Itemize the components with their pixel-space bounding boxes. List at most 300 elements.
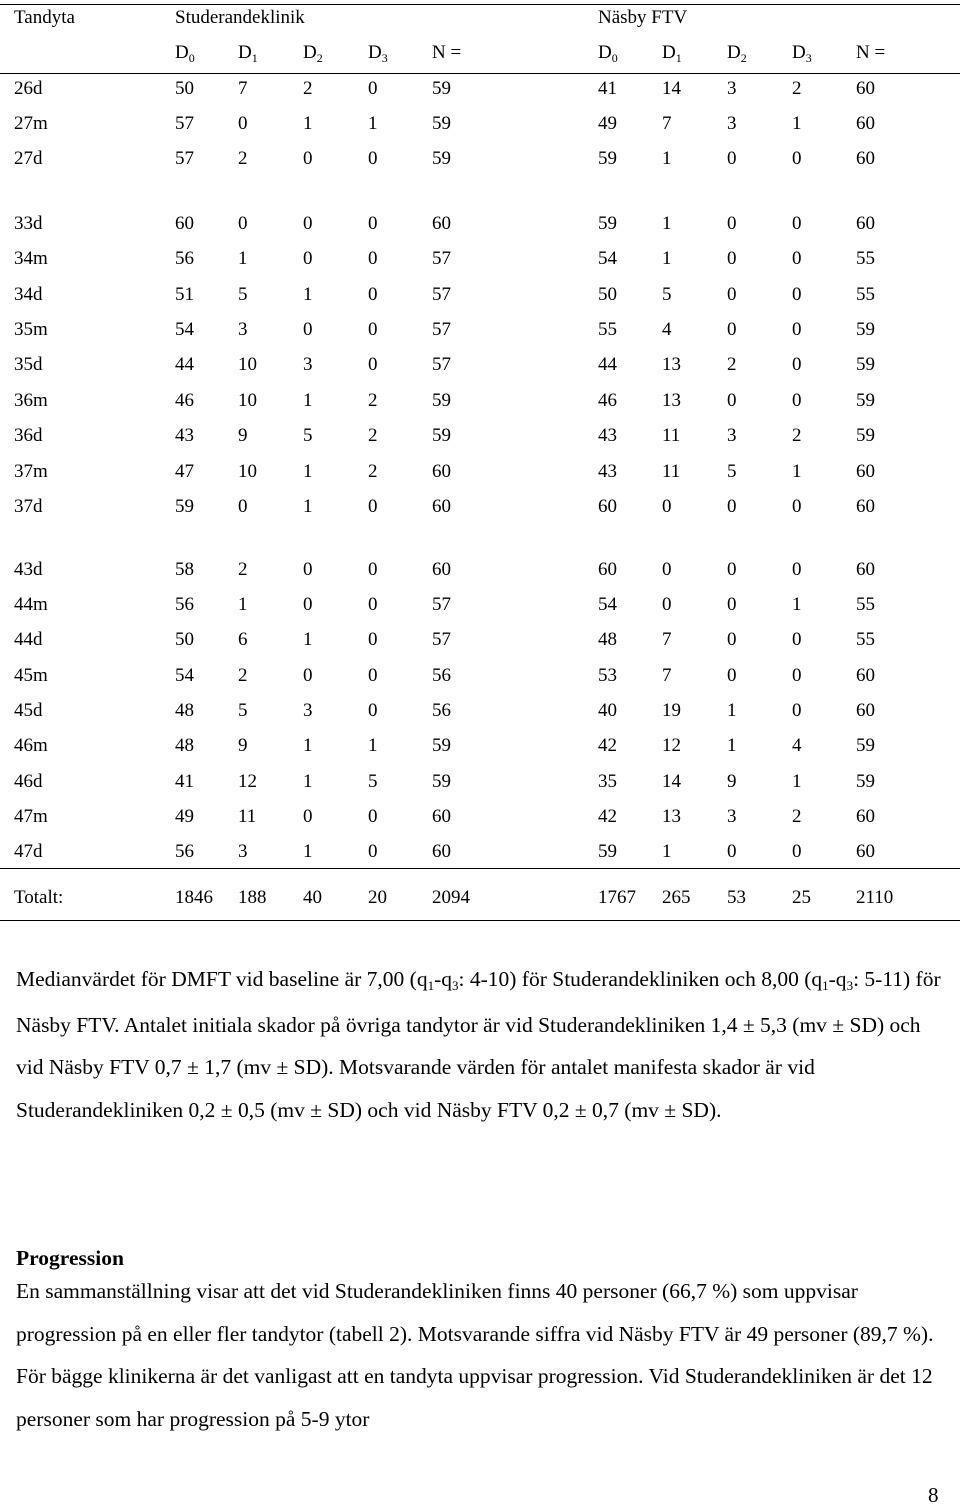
column-header-subscript: 2 xyxy=(740,51,747,65)
table-cell: 2 xyxy=(368,461,378,482)
table-cell: 50 xyxy=(175,78,194,99)
table-cell: 7 xyxy=(662,665,672,686)
table-cell: 0 xyxy=(303,213,313,234)
dmft-median-paragraph: Medianvärdet för DMFT vid baseline är 7,00 (q1-q3: 4-10) för Studerandekliniken och 8,00 (q1-q3: 5-11) för Näsby FTV. Antalet initiala skador på övriga tandytor är vid Studerandekliniken 1,4 ± 5,3 (mv ± SD) och vid Näsby FTV 0,7 ± 1,7 (mv ± SD). Motsvarande värden för antalet manifesta skador är vid Studerandekliniken 0,2 ± 0,5 (mv ± SD) och vid Näsby FTV 0,2 ± 0,7 (mv ± SD). xyxy=(16,967,941,1122)
table-cell: 46 xyxy=(175,390,194,411)
table-cell: 9 xyxy=(238,425,248,446)
table-cell: 0 xyxy=(727,594,737,615)
table-cell: 59 xyxy=(856,425,875,446)
table-cell: 1 xyxy=(303,629,313,650)
table-cell: 49 xyxy=(598,113,617,134)
table-cell: 2 xyxy=(238,665,248,686)
table-cell: 59 xyxy=(432,735,451,756)
table-cell: 0 xyxy=(368,213,378,234)
table-cell: 48 xyxy=(175,700,194,721)
table-cell: 55 xyxy=(856,594,875,615)
table-row xyxy=(0,146,960,172)
table-cell: 40 xyxy=(598,700,617,721)
table-cell: 57 xyxy=(432,248,451,269)
table-cell: 0 xyxy=(727,213,737,234)
table-total-row xyxy=(0,885,960,911)
table-cell: 5 xyxy=(238,700,248,721)
table-row xyxy=(0,111,960,137)
table-cell: 57 xyxy=(175,148,194,169)
table-cell: 0 xyxy=(792,559,802,580)
table-cell: 59 xyxy=(432,148,451,169)
table-cell: 0 xyxy=(727,496,737,517)
table-cell: 0 xyxy=(368,248,378,269)
row-label: 44d xyxy=(14,629,43,650)
table-cell: 42 xyxy=(598,735,617,756)
table-cell: 56 xyxy=(175,841,194,862)
table-cell: 0 xyxy=(368,841,378,862)
column-header-base: D xyxy=(727,42,741,63)
row-label: 46m xyxy=(14,735,48,756)
table-cell: 14 xyxy=(662,78,681,99)
table-cell: 1 xyxy=(303,284,313,305)
table-cell: 50 xyxy=(598,284,617,305)
table-cell: 19 xyxy=(662,700,681,721)
total-cell: 53 xyxy=(727,887,746,908)
column-header xyxy=(175,40,195,67)
table-cell: 60 xyxy=(856,559,875,580)
group-header-nasby: Näsby FTV xyxy=(598,7,688,28)
column-header-base: D xyxy=(792,42,806,63)
table-cell: 47 xyxy=(175,461,194,482)
table-cell: 54 xyxy=(175,319,194,340)
table-cell: 54 xyxy=(175,665,194,686)
row-label: 33d xyxy=(14,213,43,234)
table-cell: 60 xyxy=(432,213,451,234)
table-cell: 4 xyxy=(792,735,802,756)
table-cell: 3 xyxy=(238,841,248,862)
column-header-subscript: 3 xyxy=(381,51,388,65)
row-label: 47m xyxy=(14,806,48,827)
column-header-base: D xyxy=(303,42,317,63)
table-cell: 0 xyxy=(792,148,802,169)
column-header-base: D xyxy=(175,42,189,63)
table-cell: 0 xyxy=(368,594,378,615)
table-cell: 46 xyxy=(598,390,617,411)
table-cell: 0 xyxy=(727,248,737,269)
table-row xyxy=(0,459,960,485)
table-cell: 0 xyxy=(727,319,737,340)
table-cell: 1 xyxy=(303,735,313,756)
table-cell: 57 xyxy=(432,629,451,650)
table-cell: 59 xyxy=(598,213,617,234)
table-cell: 60 xyxy=(432,461,451,482)
table-cell: 0 xyxy=(303,594,313,615)
row-label: 26d xyxy=(14,78,43,99)
table-cell: 57 xyxy=(175,113,194,134)
table-cell: 2 xyxy=(792,806,802,827)
table-row xyxy=(0,494,960,520)
table-cell: 1 xyxy=(303,113,313,134)
table-cell: 14 xyxy=(662,771,681,792)
table-cell: 1 xyxy=(303,390,313,411)
total-cell: 188 xyxy=(238,887,267,908)
table-cell: 59 xyxy=(432,425,451,446)
table-cell: 13 xyxy=(662,354,681,375)
table-cell: 0 xyxy=(368,559,378,580)
table-cell: 1 xyxy=(792,461,802,482)
column-header xyxy=(727,40,747,67)
table-cell: 1 xyxy=(303,841,313,862)
table-cell: 0 xyxy=(238,496,248,517)
table-cell: 60 xyxy=(856,700,875,721)
table-row xyxy=(0,698,960,724)
table-cell: 13 xyxy=(662,806,681,827)
table-cell: 59 xyxy=(175,496,194,517)
row-label: 46d xyxy=(14,771,43,792)
table-rule xyxy=(0,868,960,869)
table-cell: 5 xyxy=(662,284,672,305)
table-cell: 0 xyxy=(238,213,248,234)
table-cell: 0 xyxy=(368,665,378,686)
table-cell: 1 xyxy=(792,113,802,134)
table-cell: 5 xyxy=(238,284,248,305)
table-cell: 7 xyxy=(238,78,248,99)
table-row xyxy=(0,388,960,414)
table-cell: 2 xyxy=(368,390,378,411)
table-cell: 0 xyxy=(303,806,313,827)
table-cell: 56 xyxy=(432,665,451,686)
table-cell: 0 xyxy=(792,354,802,375)
column-header-subscript: 3 xyxy=(805,51,812,65)
total-label: Totalt: xyxy=(14,887,64,908)
column-header-subscript: 0 xyxy=(611,51,618,65)
row-label: 44m xyxy=(14,594,48,615)
table-cell: 1 xyxy=(238,594,248,615)
table-cell: 0 xyxy=(727,629,737,650)
table-cell: 6 xyxy=(238,629,248,650)
table-cell: 51 xyxy=(175,284,194,305)
table-cell: 56 xyxy=(175,248,194,269)
table-cell: 1 xyxy=(368,735,378,756)
table-cell: 1 xyxy=(792,594,802,615)
table-cell: 0 xyxy=(368,806,378,827)
table-cell: 0 xyxy=(303,248,313,269)
column-header-subscript: 0 xyxy=(188,51,195,65)
table-cell: 1 xyxy=(727,735,737,756)
table-row xyxy=(0,627,960,653)
table-cell: 9 xyxy=(727,771,737,792)
row-label: 47d xyxy=(14,841,43,862)
table-cell: 2 xyxy=(238,559,248,580)
table-cell: 1 xyxy=(662,248,672,269)
table-cell: 12 xyxy=(662,735,681,756)
table-cell: 59 xyxy=(432,78,451,99)
table-cell: 60 xyxy=(856,665,875,686)
table-cell: 2 xyxy=(368,425,378,446)
table-cell: 60 xyxy=(856,461,875,482)
row-label: 35m xyxy=(14,319,48,340)
table-cell: 0 xyxy=(368,284,378,305)
table-cell: 2 xyxy=(792,425,802,446)
table-cell: 0 xyxy=(368,629,378,650)
table-cell: 0 xyxy=(727,559,737,580)
column-header xyxy=(238,40,258,67)
total-cell: 25 xyxy=(792,887,811,908)
table-cell: 11 xyxy=(662,425,681,446)
table-cell: 0 xyxy=(727,665,737,686)
table-cell: 43 xyxy=(598,425,617,446)
table-cell: 55 xyxy=(856,248,875,269)
table-cell: 3 xyxy=(303,354,313,375)
table-cell: 5 xyxy=(727,461,737,482)
table-row xyxy=(0,423,960,449)
total-cell: 40 xyxy=(303,887,322,908)
total-cell: 20 xyxy=(368,887,387,908)
table-cell: 59 xyxy=(432,390,451,411)
table-cell: 0 xyxy=(303,665,313,686)
table-cell: 7 xyxy=(662,113,672,134)
total-cell: 2094 xyxy=(432,887,470,908)
table-cell: 0 xyxy=(662,559,672,580)
table-cell: 1 xyxy=(368,113,378,134)
table-cell: 0 xyxy=(792,496,802,517)
table-cell: 0 xyxy=(792,665,802,686)
table-cell: 43 xyxy=(175,425,194,446)
page-number: 8 xyxy=(928,1483,939,1507)
table-cell: 55 xyxy=(856,284,875,305)
total-cell: 1767 xyxy=(598,887,636,908)
table-cell: 59 xyxy=(432,771,451,792)
table-cell: 1 xyxy=(662,841,672,862)
column-header-subscript: 1 xyxy=(251,51,258,65)
table-cell: 3 xyxy=(238,319,248,340)
table-cell: 0 xyxy=(792,284,802,305)
column-header xyxy=(368,40,388,67)
table-cell: 53 xyxy=(598,665,617,686)
row-label: 27m xyxy=(14,113,48,134)
table-cell: 60 xyxy=(175,213,194,234)
column-header-base: D xyxy=(238,42,252,63)
table-cell: 0 xyxy=(662,496,672,517)
row-label: 45d xyxy=(14,700,43,721)
table-cell: 0 xyxy=(303,319,313,340)
table-cell: 4 xyxy=(662,319,672,340)
table-cell: 57 xyxy=(432,594,451,615)
table-row xyxy=(0,733,960,759)
table-cell: 44 xyxy=(175,354,194,375)
row-label: 36m xyxy=(14,390,48,411)
table-rule xyxy=(0,920,960,921)
table-cell: 42 xyxy=(598,806,617,827)
table-cell: 1 xyxy=(662,213,672,234)
table-rule xyxy=(0,73,960,74)
table-cell: 1 xyxy=(662,148,672,169)
table-cell: 60 xyxy=(856,841,875,862)
table-cell: 60 xyxy=(432,841,451,862)
table-cell: 0 xyxy=(792,213,802,234)
table-cell: 60 xyxy=(856,148,875,169)
table-cell: 10 xyxy=(238,390,257,411)
table-row xyxy=(0,663,960,689)
table-cell: 59 xyxy=(598,841,617,862)
table-cell: 0 xyxy=(368,148,378,169)
column-header xyxy=(303,40,323,67)
table-cell: 0 xyxy=(792,841,802,862)
column-header xyxy=(792,40,812,67)
column-header-base: D xyxy=(662,42,676,63)
row-label: 34m xyxy=(14,248,48,269)
table-cell: 60 xyxy=(856,806,875,827)
table-row xyxy=(0,839,960,865)
table-cell: 2 xyxy=(303,78,313,99)
table-cell: 59 xyxy=(598,148,617,169)
table-row xyxy=(0,211,960,237)
table-cell: 60 xyxy=(432,806,451,827)
table-cell: 44 xyxy=(598,354,617,375)
table-cell: 5 xyxy=(368,771,378,792)
column-header xyxy=(598,40,618,67)
total-cell: 1846 xyxy=(175,887,213,908)
table-cell: 0 xyxy=(303,148,313,169)
table-cell: 10 xyxy=(238,354,257,375)
table-row xyxy=(0,352,960,378)
table-cell: 48 xyxy=(598,629,617,650)
row-label: 45m xyxy=(14,665,48,686)
column-header-base: D xyxy=(368,42,382,63)
table-cell: 10 xyxy=(238,461,257,482)
table-cell: 3 xyxy=(727,113,737,134)
table-cell: 1 xyxy=(792,771,802,792)
table-cell: 49 xyxy=(175,806,194,827)
table-cell: 0 xyxy=(662,594,672,615)
table-cell: 60 xyxy=(598,496,617,517)
progression-heading: Progression xyxy=(16,1246,124,1270)
table-cell: 54 xyxy=(598,248,617,269)
table-cell: 2 xyxy=(792,78,802,99)
table-cell: 13 xyxy=(662,390,681,411)
table-cell: 57 xyxy=(432,319,451,340)
table-cell: 60 xyxy=(856,113,875,134)
table-cell: 2 xyxy=(727,354,737,375)
table-cell: 0 xyxy=(368,354,378,375)
table-cell: 56 xyxy=(175,594,194,615)
table-cell: 0 xyxy=(368,78,378,99)
table-cell: 60 xyxy=(432,496,451,517)
table-cell: 59 xyxy=(856,319,875,340)
table-row xyxy=(0,282,960,308)
table-cell: 0 xyxy=(303,559,313,580)
table-cell: 59 xyxy=(856,771,875,792)
row-label: 36d xyxy=(14,425,43,446)
table-cell: 59 xyxy=(856,735,875,756)
table-cell: 12 xyxy=(238,771,257,792)
table-cell: 59 xyxy=(432,113,451,134)
table-cell: 60 xyxy=(432,559,451,580)
table-cell: 43 xyxy=(598,461,617,482)
progression-paragraph: En sammanställning visar att det vid Studerandekliniken finns 40 personer (66,7 %) som uppvisar progression på en eller fler tandytor (tabell 2). Motsvarande siffra vid Näsby FTV är 49 personer (89,7 %). För bägge klinikerna är det vanligast att en tandyta uppvisar progression. Vid Studerandekliniken är det 12 personer som har progression på 5-9 ytor xyxy=(16,1279,934,1431)
table-cell: 54 xyxy=(598,594,617,615)
table-cell: 0 xyxy=(727,841,737,862)
row-label: 35d xyxy=(14,354,43,375)
table-cell: 60 xyxy=(856,213,875,234)
table-cell: 11 xyxy=(662,461,681,482)
table-cell: 1 xyxy=(238,248,248,269)
table-cell: 9 xyxy=(238,735,248,756)
table-cell: 0 xyxy=(238,113,248,134)
table-cell: 7 xyxy=(662,629,672,650)
table-cell: 41 xyxy=(598,78,617,99)
column-header xyxy=(662,40,682,67)
table-row xyxy=(0,76,960,102)
table-row xyxy=(0,557,960,583)
total-cell: 2110 xyxy=(856,887,894,908)
table-cell: 55 xyxy=(598,319,617,340)
table-cell: 1 xyxy=(727,700,737,721)
table-header-column-row xyxy=(0,40,960,66)
table-cell: 60 xyxy=(598,559,617,580)
table-cell: 1 xyxy=(303,771,313,792)
row-label: 34d xyxy=(14,284,43,305)
table-cell: 3 xyxy=(303,700,313,721)
table-cell: 0 xyxy=(792,248,802,269)
table-cell: 0 xyxy=(792,629,802,650)
table-cell: 0 xyxy=(727,390,737,411)
table-cell: 2 xyxy=(238,148,248,169)
table-row xyxy=(0,804,960,830)
table-cell: 58 xyxy=(175,559,194,580)
table-cell: 35 xyxy=(598,771,617,792)
table-cell: 60 xyxy=(856,496,875,517)
table-header-group-row xyxy=(0,5,960,31)
table-cell: 57 xyxy=(432,354,451,375)
group-header-studerandeklinik: Studerandeklinik xyxy=(175,7,305,28)
column-header-base: D xyxy=(598,42,612,63)
row-header-label: Tandyta xyxy=(14,7,75,28)
table-cell: 55 xyxy=(856,629,875,650)
table-cell: 3 xyxy=(727,806,737,827)
table-cell: 56 xyxy=(432,700,451,721)
table-cell: 11 xyxy=(238,806,257,827)
table-cell: 59 xyxy=(856,354,875,375)
row-label: 43d xyxy=(14,559,43,580)
table-cell: 0 xyxy=(727,284,737,305)
column-header-base: N = xyxy=(432,42,462,63)
column-header-subscript: 2 xyxy=(316,51,323,65)
table-cell: 3 xyxy=(727,425,737,446)
table-cell: 57 xyxy=(432,284,451,305)
table-row xyxy=(0,592,960,618)
table-cell: 3 xyxy=(727,78,737,99)
table-cell: 0 xyxy=(368,496,378,517)
column-header-subscript: 1 xyxy=(675,51,682,65)
table-row xyxy=(0,246,960,272)
table-cell: 0 xyxy=(727,148,737,169)
table-cell: 0 xyxy=(792,319,802,340)
row-label: 37d xyxy=(14,496,43,517)
column-header-base: N = xyxy=(856,42,886,63)
table-cell: 0 xyxy=(792,700,802,721)
column-header xyxy=(856,40,885,66)
table-cell: 59 xyxy=(856,390,875,411)
table-row xyxy=(0,317,960,343)
table-cell: 0 xyxy=(368,319,378,340)
table-cell: 50 xyxy=(175,629,194,650)
table-cell: 5 xyxy=(303,425,313,446)
table-row xyxy=(0,769,960,795)
table-cell: 48 xyxy=(175,735,194,756)
row-label: 27d xyxy=(14,148,43,169)
table-cell: 1 xyxy=(303,461,313,482)
table-cell: 0 xyxy=(368,700,378,721)
total-cell: 265 xyxy=(662,887,691,908)
table-cell: 60 xyxy=(856,78,875,99)
column-header xyxy=(432,40,461,66)
